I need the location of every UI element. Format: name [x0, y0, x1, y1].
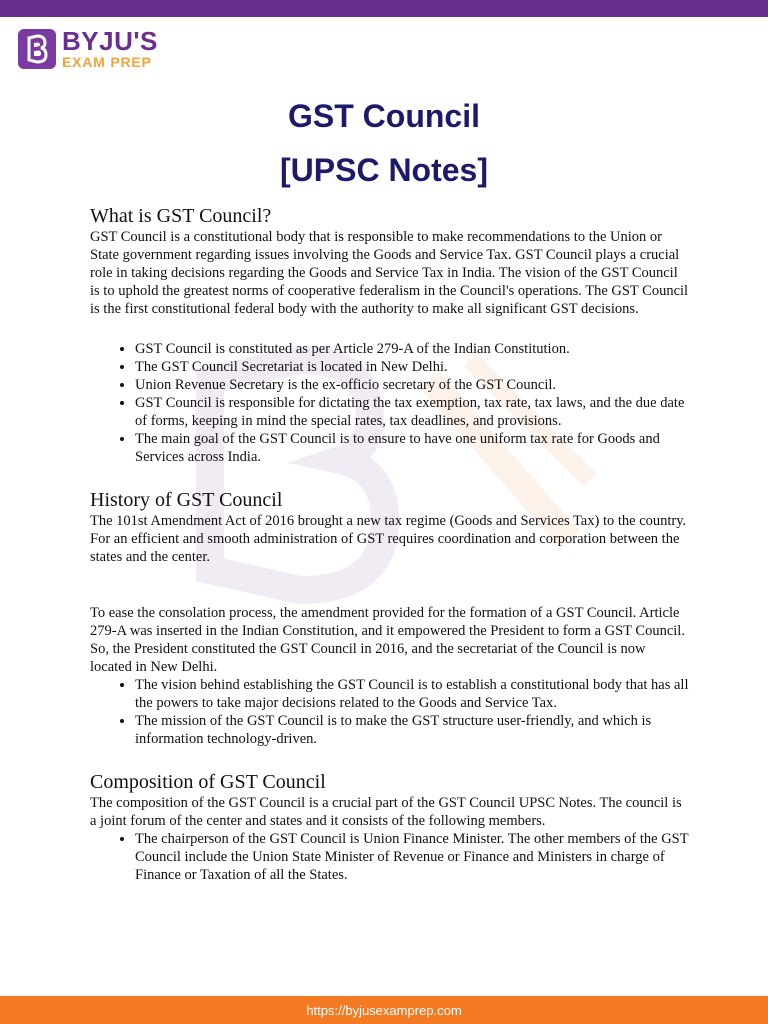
list-item: • The main goal of the GST Council is to ensure to have one uniform tax rate for Goods and Services across India. [135, 430, 690, 466]
logo-b-icon [18, 29, 56, 69]
bullet-list-composition [90, 830, 690, 884]
bullet-list-what [90, 340, 690, 466]
list-item: • The GST Council Secretariat is located in New Delhi. [135, 358, 690, 376]
list-item: • The mission of the GST Council is to make the GST structure user-friendly, and which is information technology-driven. [135, 712, 690, 748]
section-paragraph-what: GST Council is a constitutional body that is responsible to make recommendations to the Union or State government regarding issues involving the Goods and Service Tax. GST Council plays a crucial role in taking decisions regarding the Goods and Service Tax in India. The vision of the GST Council is to uphold the greatest norms of cooperative federalism in the Council's operations. The GST Council is the first constitutional federal body with the authority to make all significant GST decisions. [90, 229, 689, 317]
list-item: • The vision behind establishing the GST Council is to establish a constitutional body that has all the powers to take major decisions related to the Goods and Service Tax. [135, 676, 690, 712]
document-body [90, 204, 690, 884]
byjus-logo[interactable] [18, 28, 158, 69]
list-item: • GST Council is constituted as per Article 279-A of the Indian Constitution. [135, 340, 690, 358]
logo-sub-text: EXAM PREP [62, 54, 152, 70]
section-heading-history: History of GST Council [90, 489, 283, 511]
section-paragraph-composition: The composition of the GST Council is a crucial part of the GST Council UPSC Notes. The council is a joint forum of the center and states and it consists of the following members. [90, 795, 682, 829]
section-paragraph-history-1: The 101st Amendment Act of 2016 brought a new tax regime (Goods and Services Tax) to the country. For an efficient and smooth administration of GST requires coordination and corporation between the states and the center. [90, 513, 687, 565]
page-subtitle: [UPSC Notes] [279, 152, 488, 188]
footer-bar [0, 996, 768, 1024]
footer-link[interactable]: https://byjusexamprep.com [306, 1002, 462, 1018]
list-item: • Union Revenue Secretary is the ex-officio secretary of the GST Council. [135, 376, 690, 394]
section-heading-composition: Composition of GST Council [90, 771, 326, 793]
section-paragraph-history-2: To ease the consolation process, the amendment provided for the formation of a GST Council. Article 279-A was inserted in the Indian Constitution, and it empowered the President to form a GST Council. So, the President constituted the GST Council in 2016, and the secretariat of the Council is now located in New Delhi. [90, 605, 685, 675]
section-heading-what: What is GST Council? [90, 205, 272, 227]
list-item: • GST Council is responsible for dictating the tax exemption, tax rate, tax laws, and the due date of forms, keeping in mind the special rates, tax deadlines, and provisions. [135, 394, 690, 430]
list-item: • The chairperson of the GST Council is Union Finance Minister. The other members of the GST Council include the Union State Minister of Revenue or Finance and Ministers in charge of Finance or Taxation of all the States. [135, 830, 690, 884]
page-title: GST Council [288, 98, 480, 134]
logo-brand-text: BYJU'S [62, 26, 158, 56]
bullet-list-history [90, 676, 690, 748]
top-bar [0, 0, 768, 17]
